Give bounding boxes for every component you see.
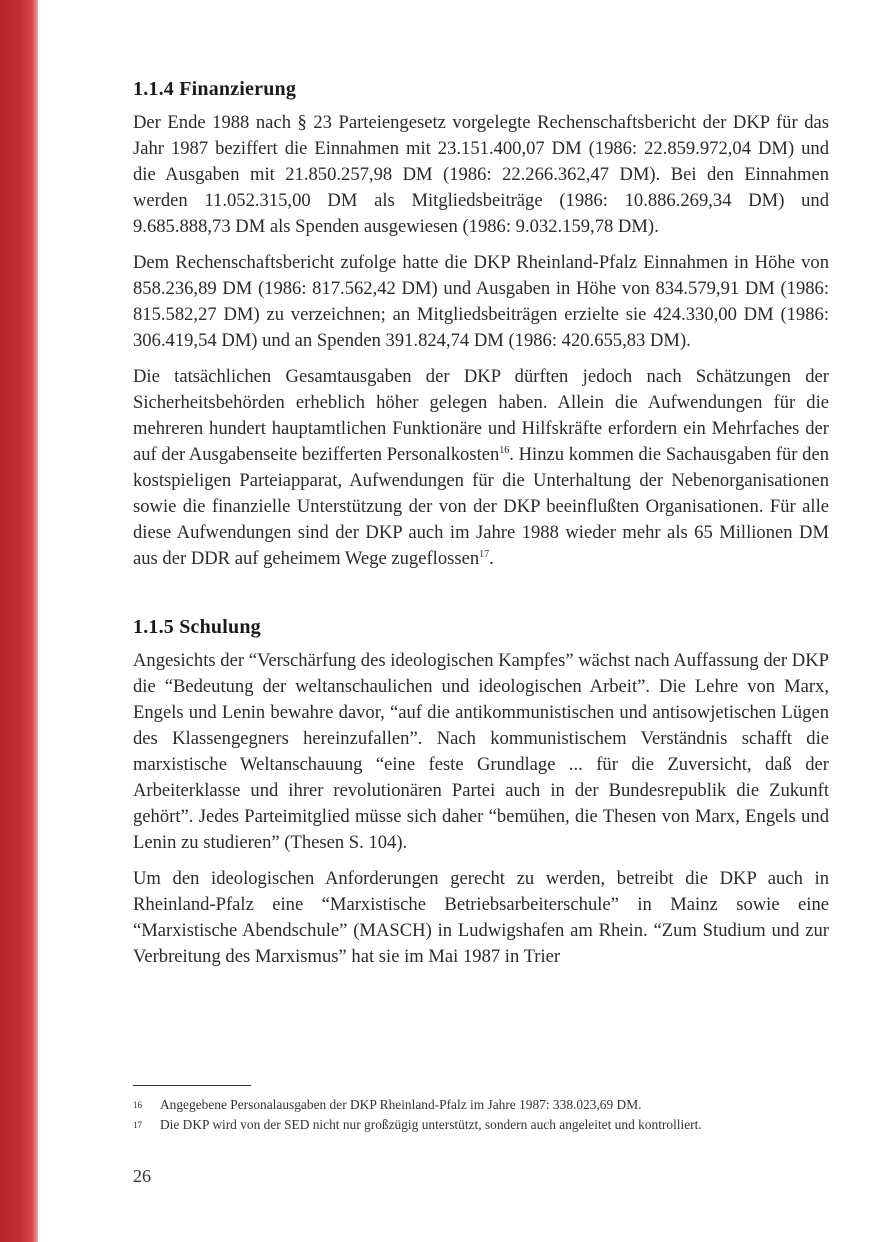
section-heading-schulung: 1.1.5 Schulung (133, 616, 261, 638)
paragraph-finanzierung-2: Dem Rechenschaftsbericht zufolge hatte die DKP Rheinland-Pfalz Einnahmen in Höhe von 858.236,89 DM (1986: 817.562,42 DM) und Ausgaben in Höhe von 834.579,91 DM (1986: 815.582,27 DM) zu verzeichnen; an Mitgliedsbeiträgen erzielte sie 424.330,00 DM (1986: 306.419,54 DM) und an Spenden 391.824,74 DM (1986: 420.655,83 DM). (133, 252, 829, 351)
footnotes (133, 1096, 829, 1136)
footnote-ref-17[interactable]: 17 (479, 548, 490, 560)
text-run: . Hinzu kommen die Sachausgaben für den kostspieligen Parteiapparat, Aufwendungen für die Unterhaltung der Nebenorganisationen sowie die finanzielle Unterstützung der von der DKP beeinflußten Organisationen. Für alle diese Aufwendungen sind der DKP auch im Jahre 1988 wieder mehr als 65 Millionen DM aus der DDR auf geheimem Wege zugeflossen (133, 444, 829, 569)
paragraph-schulung-1: Angesichts der “Verschärfung des ideologischen Kampfes” wächst nach Auffassung der DKP die “Bedeutung der weltanschaulichen und ideologischen Arbeit”. Die Lehre von Marx, Engels und Lenin bewahre davor, “auf die antikommunistischen und antisowjetischen Lügen des Klassengegners hereinzufallen”. Nach kommunistischem Verständnis schafft die marxistische Weltanschauung “eine feste Grundlage ... für die Zuversicht, daß der Arbeiterklasse und ihrer revolutionären Partei auch in der Bundesrepublik die Zukunft gehört”. Jedes Parteimitglied müsse sich daher “bemühen, die Thesen von Marx, Engels und Lenin zu studieren” (Thesen S. 104). (133, 650, 829, 853)
footnote-text: Die DKP wird von der SED nicht nur großzügig unterstützt, sondern auch angeleitet und kontrolliert. (160, 1117, 702, 1132)
page-number: 26 (133, 1166, 151, 1186)
paragraph-finanzierung-1: Der Ende 1988 nach § 23 Parteiengesetz vorgelegte Rechenschaftsbericht der DKP für das Jahr 1987 beziffert die Einnahmen mit 23.151.400,07 DM (1986: 22.859.972,04 DM) und die Ausgaben mit 21.850.257,98 DM (1986: 22.266.362,47 DM). Bei den Einnahmen werden 11.052.315,00 DM als Mitgliedsbeiträge (1986: 10.886.269,34 DM) und 9.685.888,73 DM als Spenden ausgewiesen (1986: 9.032.159,78 DM). (133, 112, 829, 237)
footnote-ref-16[interactable]: 16 (499, 444, 510, 456)
paragraph-finanzierung-3 (133, 364, 829, 572)
footnote (133, 1096, 829, 1114)
section-heading-finanzierung: 1.1.4 Finanzierung (133, 78, 297, 100)
footnote-number: 16 (133, 1100, 142, 1110)
footnote-separator (133, 1085, 251, 1086)
text-run: . (489, 548, 494, 569)
footnote-number: 17 (133, 1120, 142, 1130)
text-run: Die tatsächlichen Gesamtausgaben der DKP dürften jedoch nach Schätzungen der Sicherheitsbehörden erheblich höher gelegen haben. Allein die Aufwendungen für die mehreren hundert hauptamtlichen Funktionäre und Hilfskräfte erfordern ein Mehrfaches der auf der Ausgabenseite bezifferten Personalkosten (133, 366, 829, 465)
footnote-text: Angegebene Personalausgaben der DKP Rheinland-Pfalz im Jahre 1987: 338.023,69 DM. (160, 1097, 642, 1112)
paragraph-schulung-2: Um den ideologischen Anforderungen gerecht zu werden, betreibt die DKP auch in Rheinland-Pfalz eine “Marxistische Betriebsarbeiterschule” in Mainz sowie eine “Marxistische Abendschule” (MASCH) in Ludwigshafen am Rhein. “Zum Studium und zur Verbreitung des Marxismus” hat sie im Mai 1987 in Trier (133, 868, 829, 967)
footnote (133, 1116, 829, 1134)
red-margin-strip (0, 0, 38, 1242)
page-body (133, 78, 829, 980)
